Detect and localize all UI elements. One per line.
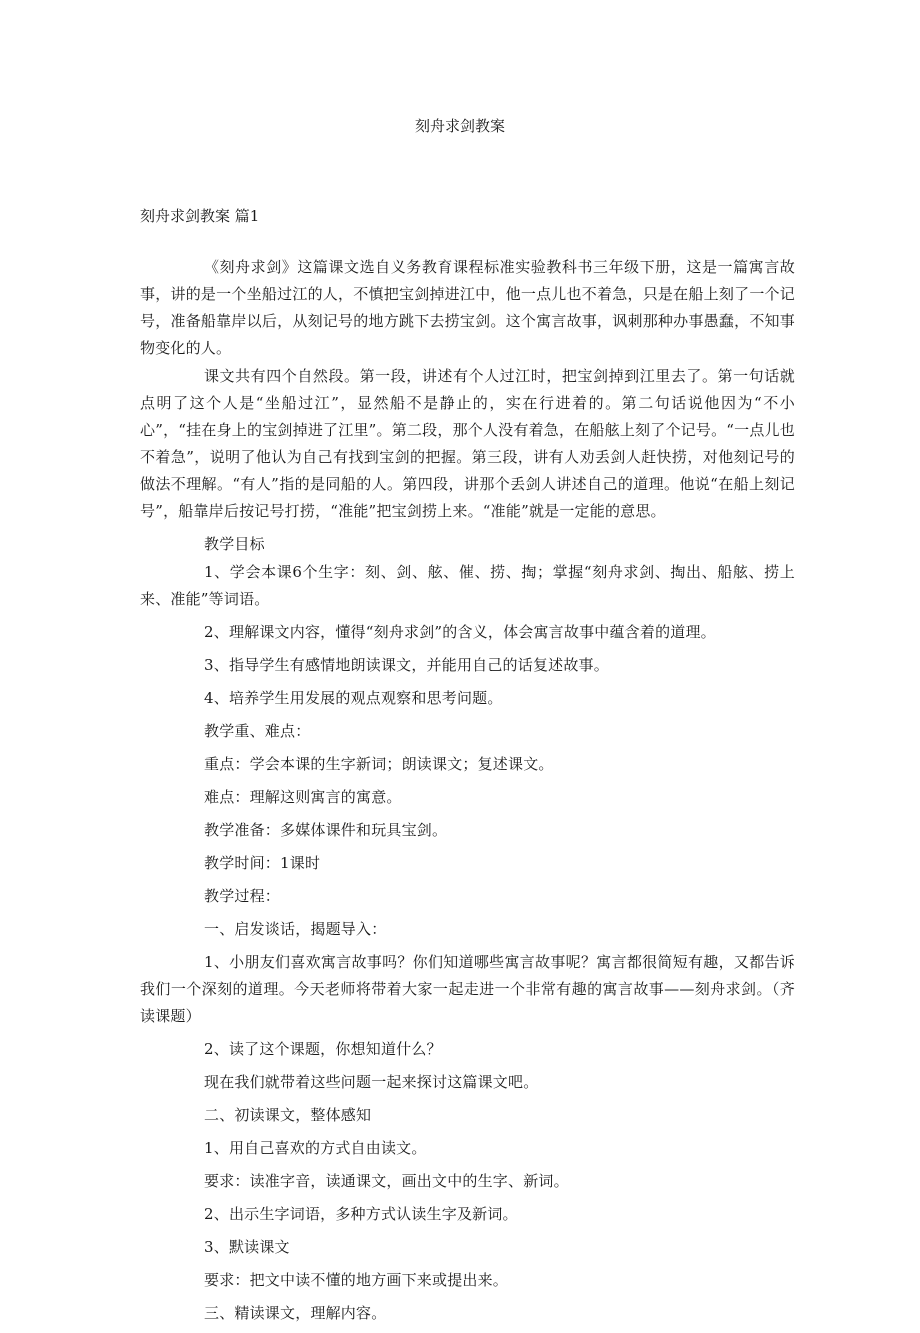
process-step-2-requirement-2: 要求：把文中读不懂的地方画下来或提出来。 bbox=[204, 1271, 509, 1289]
document-body bbox=[140, 254, 795, 1333]
text-analysis-paragraph: 课文共有四个自然段。第一段，讲述有个人过江时，把宝剑掉到江里去了。第一句话就点明了这个人是“坐船过江”，显然船不是静止的，实在行进着的。第二句话说他因为“不小心”，“挂在身上的宝剑掉进了江里”。第二段，那个人没有着急，在船舷上刻了个记号。“一点儿也不着急”，说明了他认为自己有找到宝剑的把握。第三段，讲有人劝丢剑人赶快捞，对他刻记号的做法不理解。“有人”指的是同船的人。第四段，讲那个丢剑人讲述自己的道理。他说“在船上刻记号”，船靠岸后按记号打捞，“准能”把宝剑捞上来。“准能”就是一定能的意思。 bbox=[140, 367, 795, 520]
goal-item-4: 4、培养学生用发展的观点观察和思考问题。 bbox=[204, 689, 503, 707]
teaching-goals-heading: 教学目标 bbox=[204, 535, 265, 553]
section-heading: 刻舟求剑教案 篇1 bbox=[140, 207, 260, 225]
process-step-1-note: 现在我们就带着这些问题一起来探讨这篇课文吧。 bbox=[204, 1073, 539, 1091]
key-points-heading: 教学重、难点： bbox=[204, 722, 311, 740]
process-step-1-item-1: 1、小朋友们喜欢寓言故事吗？你们知道哪些寓言故事呢？寓言都很简短有趣，又都告诉我们一个深刻的道理。今天老师将带着大家一起走进一个非常有趣的寓言故事——刻舟求剑。（齐读课题） bbox=[140, 953, 795, 1025]
process-step-2-heading: 二、初读课文，整体感知 bbox=[204, 1106, 372, 1124]
teaching-time: 教学时间：1课时 bbox=[204, 854, 321, 872]
document-title: 刻舟求剑教案 bbox=[414, 117, 505, 135]
process-step-3-heading: 三、精读课文，理解内容。 bbox=[204, 1304, 387, 1322]
process-step-2-item-1: 1、用自己喜欢的方式自由读文。 bbox=[204, 1139, 427, 1157]
process-step-1-item-2: 2、读了这个课题，你想知道什么？ bbox=[204, 1040, 442, 1058]
process-step-1-heading: 一、启发谈话，揭题导入： bbox=[204, 920, 387, 938]
intro-paragraph: 《刻舟求剑》这篇课文选自义务教育课程标准实验教科书三年级下册，这是一篇寓言故事，讲的是一个坐船过江的人，不慎把宝剑掉进江中，他一点儿也不着急，只是在船上刻了一个记号，准备船靠岸以后，从刻记号的地方跳下去捞宝剑。这个寓言故事，讽刺那种办事愚蠢，不知事物变化的人。 bbox=[140, 258, 795, 357]
process-step-2-requirement-1: 要求：读准字音，读通课文，画出文中的生字、新词。 bbox=[204, 1172, 569, 1190]
difficult-point: 难点：理解这则寓言的寓意。 bbox=[204, 788, 402, 806]
process-step-2-item-2: 2、出示生字词语，多种方式认读生字及新词。 bbox=[204, 1205, 518, 1223]
teaching-preparation: 教学准备：多媒体课件和玩具宝剑。 bbox=[204, 821, 448, 839]
key-point: 重点：学会本课的生字新词；朗读课文；复述课文。 bbox=[204, 755, 554, 773]
process-step-2-item-3: 3、默读课文 bbox=[204, 1238, 290, 1256]
goal-item-2: 2、理解课文内容，懂得“刻舟求剑”的含义，体会寓言故事中蕴含着的道理。 bbox=[204, 623, 716, 641]
teaching-process-heading: 教学过程： bbox=[204, 887, 281, 905]
goal-item-1: 1、学会本课6个生字：刻、剑、舷、催、捞、掏；掌握“刻舟求剑、掏出、船舷、捞上来、准能”等词语。 bbox=[140, 563, 795, 608]
goal-item-3: 3、指导学生有感情地朗读课文，并能用自己的话复述故事。 bbox=[204, 656, 609, 674]
